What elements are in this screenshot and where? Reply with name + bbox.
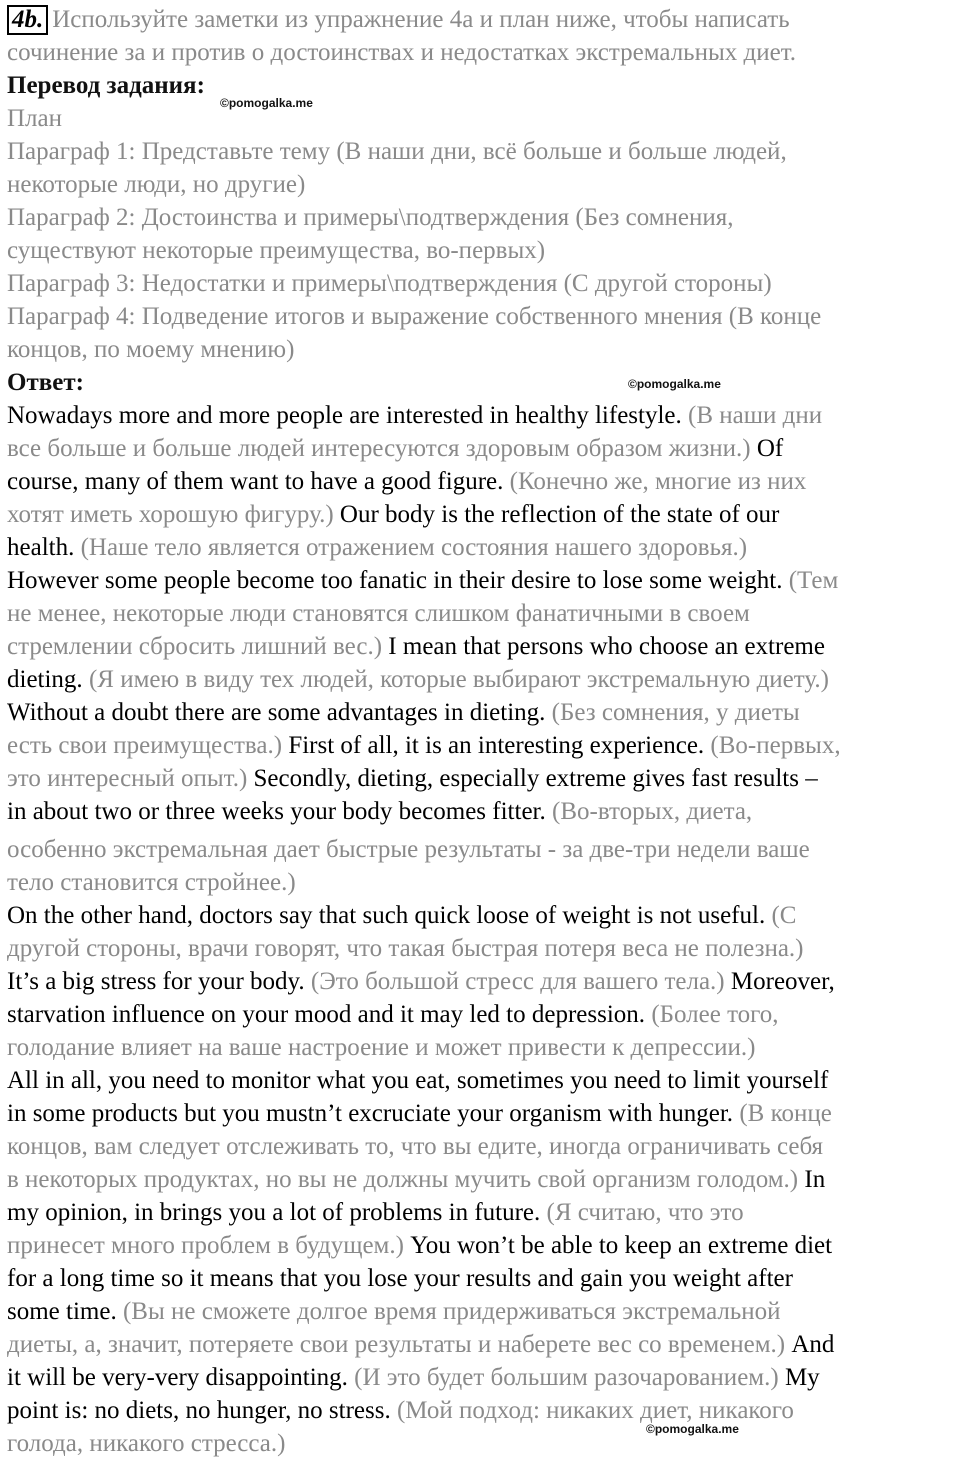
english-text: in about two or three weeks your body becomes fitter. bbox=[7, 798, 552, 825]
answer-line bbox=[7, 499, 779, 531]
translation-text: хотят иметь хорошую фигуру.) bbox=[7, 501, 340, 528]
answer-line bbox=[7, 834, 810, 866]
answer-line bbox=[7, 565, 838, 597]
answer-line bbox=[7, 867, 296, 899]
translation-text: (Тем bbox=[788, 567, 839, 594]
english-text: My bbox=[784, 1364, 820, 1391]
watermark: ©pomogalka.me bbox=[646, 1422, 739, 1436]
watermark: ©pomogalka.me bbox=[220, 96, 313, 110]
english-text: point is: no diets, no hunger, no stress. bbox=[7, 1397, 397, 1424]
english-text: And bbox=[791, 1331, 835, 1358]
english-text: some time. bbox=[7, 1298, 123, 1325]
english-text: Nowadays more and more people are interested in healthy lifestyle. bbox=[7, 402, 689, 429]
english-text: Secondly, dieting, especially extreme gives fast results – bbox=[253, 765, 818, 792]
translation-text: (И это будет большим разочарованием.) bbox=[354, 1364, 785, 1391]
answer-line bbox=[7, 1329, 834, 1361]
english-text: dieting. bbox=[7, 666, 89, 693]
plan-line: Параграф 4: Подведение итогов и выражение собственного мнения (В конце bbox=[7, 303, 822, 330]
answer-line bbox=[7, 598, 750, 630]
translation-text: это интересный опыт.) bbox=[7, 765, 254, 792]
translation-text: тело становится стройнее.) bbox=[7, 869, 296, 896]
answer-line bbox=[7, 1131, 823, 1163]
translation-text: (Это большой стресс для вашего тела.) bbox=[310, 968, 731, 995]
english-text: However some people become too fanatic in their desire to lose some weight. bbox=[7, 567, 789, 594]
task-line-2: сочинение за и против о достоинствах и недостатках экстремальных диет. bbox=[7, 39, 796, 66]
translation-text: (Вы не сможете долгое время придерживаться экстремальной bbox=[122, 1298, 781, 1325]
answer-line bbox=[7, 1098, 832, 1130]
answer-line bbox=[7, 400, 822, 432]
translation-text: в некоторых продуктах, но вы не должны мучить свой организм голодом.) bbox=[7, 1166, 805, 1193]
answer-line bbox=[7, 966, 835, 998]
translation-text: (Без сомнения, у диеты bbox=[551, 699, 800, 726]
translation-text: (Я имею в виду тех людей, которые выбирают экстремальную диету.) bbox=[88, 666, 829, 693]
translation-text: диеты, а, значит, потеряете свои результаты и наберете вес со временем.) bbox=[7, 1331, 792, 1358]
translation-text: принесет много проблем в будущем.) bbox=[7, 1232, 411, 1259]
plan-line: некоторые люди, но другие) bbox=[7, 171, 306, 198]
translation-text: голода, никакого стресса.) bbox=[7, 1430, 286, 1457]
english-text: health. bbox=[7, 534, 81, 561]
answer-line bbox=[7, 532, 747, 564]
english-text: Our body is the reflection of the state of our bbox=[339, 501, 780, 528]
answer-line bbox=[7, 900, 796, 932]
answer-line bbox=[7, 1296, 781, 1328]
answer-line bbox=[7, 433, 783, 465]
answer-line bbox=[7, 1428, 285, 1460]
english-text: In bbox=[804, 1166, 826, 1193]
english-text: in some products but you mustn’t excruciate your organism with hunger. bbox=[7, 1100, 740, 1127]
english-text: I mean that persons who choose an extreme bbox=[388, 633, 825, 660]
translation-text: (Наше тело является отражением состояния нашего здоровья.) bbox=[80, 534, 748, 561]
translation-text: голодание влияет на ваше настроение и может привести к депрессии.) bbox=[7, 1034, 756, 1061]
english-text: Without a doubt there are some advantages in dieting. bbox=[7, 699, 552, 726]
translation-text: (Во-первых, bbox=[710, 732, 841, 759]
watermark: ©pomogalka.me bbox=[628, 377, 721, 391]
plan-line: Параграф 3: Недостатки и примеры\подтверждения (С другой стороны) bbox=[7, 270, 772, 297]
answer-heading: Ответ: bbox=[7, 369, 84, 396]
translation-text: есть свои преимущества.) bbox=[7, 732, 289, 759]
answer-line bbox=[7, 1230, 832, 1262]
english-text: for a long time so it means that you lose your results and gain you weight after bbox=[7, 1265, 793, 1292]
translation-text: все больше и больше людей интересуются здоровым образом жизни.) bbox=[7, 435, 757, 462]
english-text: First of all, it is an interesting experience. bbox=[288, 732, 711, 759]
translation-text: не менее, некоторые люди становятся слишком фанатичными в своем bbox=[7, 600, 750, 627]
answer-line bbox=[7, 466, 806, 498]
translation-text: другой стороны, врачи говорят, что такая быстрая потеря веса не полезна.) bbox=[7, 935, 804, 962]
answer-line bbox=[7, 999, 779, 1031]
plan-line: Параграф 1: Представьте тему (В наши дни, всё больше и больше людей, bbox=[7, 138, 787, 165]
translation-text: (Во-вторых, диета, bbox=[552, 798, 753, 825]
answer-line bbox=[7, 933, 804, 965]
translation-text: (Конечно же, многие из них bbox=[509, 468, 807, 495]
english-text: Moreover, bbox=[730, 968, 835, 995]
answer-line bbox=[7, 1065, 828, 1097]
english-text: my opinion, in brings you a lot of problems in future. bbox=[7, 1199, 547, 1226]
answer-line bbox=[7, 1263, 793, 1295]
plan-line: План bbox=[7, 105, 63, 132]
task-line-1 bbox=[7, 4, 790, 36]
plan-line: существуют некоторые преимущества, во-первых) bbox=[7, 237, 546, 264]
answer-line bbox=[7, 631, 825, 663]
answer-line bbox=[7, 1164, 825, 1196]
answer-line bbox=[7, 1197, 744, 1229]
answer-line bbox=[7, 1362, 820, 1394]
translation-text: стремлении сбросить лишний вес.) bbox=[7, 633, 389, 660]
translation-text: (В наши дни bbox=[688, 402, 823, 429]
translation-text: (Более того, bbox=[651, 1001, 779, 1028]
answer-line bbox=[7, 1032, 755, 1064]
answer-line bbox=[7, 730, 841, 762]
task-label: 4b. bbox=[7, 5, 48, 35]
english-text: Of bbox=[756, 435, 784, 462]
plan-line: концов, по моему мнению) bbox=[7, 336, 295, 363]
translation-text: (В конце bbox=[739, 1100, 832, 1127]
answer-line bbox=[7, 763, 818, 795]
translation-text: (Я считаю, что это bbox=[546, 1199, 744, 1226]
english-text: starvation influence on your mood and it may led to depression. bbox=[7, 1001, 652, 1028]
task-text-1: Используйте заметки из упражнение 4a и план ниже, чтобы написать bbox=[52, 6, 790, 33]
translation-heading: Перевод задания: bbox=[7, 72, 205, 99]
english-text: All in all, you need to monitor what you eat, sometimes you need to limit yourself bbox=[7, 1067, 829, 1094]
translation-text: (Мой подход: никаких диет, никакого bbox=[396, 1397, 794, 1424]
translation-text: (С bbox=[771, 902, 797, 929]
english-text: It’s a big stress for your body. bbox=[7, 968, 311, 995]
english-text: You won’t be able to keep an extreme diet bbox=[410, 1232, 833, 1259]
answer-line bbox=[7, 796, 752, 828]
english-text: it will be very-very disappointing. bbox=[7, 1364, 355, 1391]
english-text: course, many of them want to have a good figure. bbox=[7, 468, 510, 495]
english-text: On the other hand, doctors say that such quick loose of weight is not useful. bbox=[7, 902, 772, 929]
answer-line bbox=[7, 697, 800, 729]
answer-line bbox=[7, 664, 829, 696]
translation-text: концов, вам следует отслеживать то, что вы едите, иногда ограничивать себя bbox=[7, 1133, 824, 1160]
translation-text: особенно экстремальная дает быстрые результаты - за две-три недели ваше bbox=[7, 836, 810, 863]
plan-line: Параграф 2: Достоинства и примеры\подтверждения (Без сомнения, bbox=[7, 204, 734, 231]
